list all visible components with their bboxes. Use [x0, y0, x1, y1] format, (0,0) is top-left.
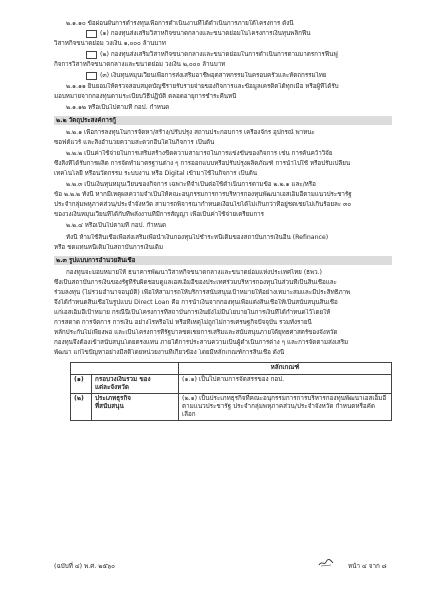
- text-line: (๓) เงินทุนหมุนเวียนเพื่อการส่งเสริมอาชีพอุตสาหกรรมในครอบครัวและหัตถกรรมไทย: [100, 72, 327, 79]
- text-line: หรือ ชดแทนหนี้เดิมในสถาบันการเงินเดิม: [54, 244, 164, 251]
- criteria-table: [70, 362, 392, 421]
- table-header: หลักเกณฑ์: [179, 363, 392, 375]
- text-line: ทั้งนี้ ห้ามใช้สินเชื่อเพื่อส่งเสริมเพื่อนำเงินกองทุนไปชำระหนี้เดิมของสถาบันการเงินอื่น (Refinance): [66, 234, 329, 241]
- text-line: ซึ่งเป็นสถาบันการเงินของรัฐที่รับผิดชอบดูแลเอสเอ็มอีของประเทศร่วมบริหารกองทุนในส่วนที่เป็นสินเชื่อและ: [54, 279, 337, 286]
- text-line: ๒.๑.๑๒ หรือเป็นไปตามที่ กอป. กำหนด: [66, 104, 170, 111]
- row-label-line: แต่ละจังหวัด: [95, 384, 129, 391]
- row-label-line: ประเภทธุรกิจ: [95, 395, 131, 402]
- text-line: (๒) กองทุนส่งเสริมวิสาหกิจขนาดกลางและขนาดย่อมในการดำเนินการตามมาตรการฟื้นฟู: [100, 51, 338, 58]
- text-line: ข้อ ๒.๒.๒ ทั้งนี้ หากมีเหตุผลความจำเป็นให้คณะอนุกรรมการการบริหารกองทุนพัฒนาเอสเอ็มอีตามแนวประชารัฐ: [54, 191, 352, 198]
- row-number: (๑): [71, 375, 92, 394]
- text-line: มอบหมายจากกองทุนตามระเบียบวิธีปฏิบัติ ตลอดอายุการชำระคืนหนี้: [54, 93, 237, 100]
- checkbox-icon: [86, 30, 97, 38]
- text-line: วิสาหกิจขนาดย่อม วงเงิน ๑,๐๐๐ ล้านบาท: [54, 40, 166, 47]
- row-text: [179, 394, 392, 421]
- text-line: ซอฟต์แวร์ และสิ่งอำนวยความสะดวกอื่นใดในกิจการ เป็นต้น: [54, 139, 215, 146]
- text-line: ซึ่งสิ่งที่ได้รับการผลิต การจัดทำมาตรฐานต่าง ๆ การออกแบบหรือปรับปรุงผลิตภัณฑ์ การนำไปใช้ หรือปรับเปลี่ยน: [54, 160, 351, 167]
- table-row: [71, 375, 392, 394]
- section-heading: ๒.๒ วัตถุประสงค์การกู้: [56, 117, 116, 124]
- text-line: หลักประกันไม่เพียงพอ และเป็นโครงการที่รัฐบาลชดเชยการเสริมและสนับสนุนภายใต้ยุทธศาสตร์ของจังหวัด: [54, 329, 338, 336]
- row-number: (๒): [71, 394, 92, 421]
- text-line: กองทุนจึงต้องเข้าสนับสนุนโดยตรงแทน ภายใต้การประสานความเป็นผู้ดำเนินการต่าง ๆ และการจัดตามส่งเสริม: [54, 339, 349, 346]
- text-line: ๒.๑.๑๐ ข้อผ่อนผันการดำรงทุนเพื่อการดำเนินงานที่ได้ดำเนินการภายใต้โครงการ ดังนี้: [66, 20, 294, 27]
- signature-icon: [318, 556, 334, 568]
- section-heading: ๒.๓ รูปแบบการอำนวยสินเชื่อ: [56, 257, 136, 264]
- text-line: ๒.๑.๑๑ ยินยอมให้ตรวจสอบสมุดบัญชีรายรับรายจ่ายของกิจการและข้อมูลเครดิตได้ทุกเมื่อ หรือผู้ที่ได้รับ: [66, 83, 339, 90]
- text-line: จึงได้กำหนดสินเชื่อในรูปแบบ Direct Loan คือ การนำเงินจากกองทุนเพื่อแต่งสินเชื่อให้เป็นสนับสนุนสินเชื่อ: [54, 299, 338, 306]
- text-line: แก่เอสเอ็มอีเป้าหมาย กรณีนี้เป็นโครงการที่สถาบันการเงินยังไม่มีนโยบายในการเงินที่ได้กำหนดไว้โดยให้: [54, 309, 331, 316]
- text-line: ร่วมลงทุน (ไม่รวมอำนาจอนุมัติ) เพื่อให้สามารถให้บริการสนับสนุนเป้าหมายให้อย่างเหมาะสมและมีประสิทธิภาพ: [54, 289, 351, 296]
- row-text-line: ตามแนวประชารัฐ ประจำกลุ่มพหุภาคส่วน/ประจำจังหวัด กำหนดหรือคัดเลือก: [182, 403, 375, 418]
- text-line: ๒.๒.๓ เป็นเงินทุนหมุนเวียนของกิจการ เฉพาะที่จำเป็นต่อใช้ดำเนินการตามข้อ ๒.๒.๑ และ/หรือ: [66, 181, 316, 188]
- row-label-line: กรอบวงเงินรวม ของ: [95, 376, 151, 383]
- text-line: พัฒนา แก่ไขปัญหาอย่างมีสติโดยหน่วยงานที่เกี่ยวข้อง โดยมีหลักเกณฑ์การสินเชื่อ ดังนี้: [54, 349, 285, 356]
- text-line: กิจการวิสาหกิจขนาดกลางและขนาดย่อม วงเงิน ๒,๐๐๐ ล้านบาท: [54, 61, 226, 68]
- text-line: (๑) กองทุนส่งเสริมวิสาหกิจขนาดกลางและขนาดย่อมในโครงการเงินทุนพลิกฟื้น: [100, 30, 311, 37]
- table-row: [71, 394, 392, 421]
- row-label: [92, 375, 179, 394]
- row-text-line: (๒.๑) เป็นประเภทธุรกิจที่คณะอนุกรรมการการบริหารกองทุนพัฒนาเอสเอ็มอี: [182, 395, 387, 402]
- text-line: เทคโนโลยี หรือนวัตกรรม ระบบงาน หรือ Digital เข้ามาใช้ในกิจการ เป็นต้น: [54, 170, 258, 177]
- row-text-line: (๑.๑) เป็นไปตามการจัดสรรของ กอป.: [182, 376, 285, 383]
- text-line: ๒.๒.๔ หรือเป็นไปตามที่ กอป. กำหนด: [66, 222, 167, 229]
- row-text: [179, 375, 392, 394]
- footer-left: (ฉบับที่ ๔) พ.ศ. ๒๕๖๐: [54, 563, 116, 570]
- text-line: ประจำกลุ่มพหุภาคส่วน/ประจำจังหวัด สามารถพิจารณากำหนดเงื่อนไขได้ไม่เกินกว่าที่อยู่ชดเชยไม่เกินร้อยละ ๓๐: [54, 201, 352, 208]
- table-header-row: [71, 363, 392, 375]
- row-label-line: ที่สนับสนุน: [95, 403, 124, 410]
- text-line: การสดาด การจัดการ การเงิน อย่างไรหรือไม่ หรือที่เหตุไม่ถูกไม่การเศรษฐกิจปัจจุบัน รวมทั้งรายนี้: [54, 319, 312, 326]
- checkbox-icon: [86, 72, 97, 80]
- footer-right: หน้า ๔ จาก ๘: [348, 563, 387, 570]
- row-label: [92, 394, 179, 421]
- text-line: กองทุนจะมอบหมายให้ ธนาคารพัฒนาวิสาหกิจขนาดกลางและขนาดย่อมแห่งประเทศไทย (ธพว.): [66, 269, 322, 276]
- checkbox-icon: [86, 51, 97, 59]
- text-line: ของวงเงินหมุนเวียนที่ได้กับทีพลังงานที่มีการสัญญา เพื่อเป็นค่าใช้จ่ายเตรียมการ: [54, 211, 264, 218]
- text-line: ๒.๒.๒ เป็นค่าใช้จ่ายในการเสริมสร้างขีดความสามารถในการแข่งขันของกิจการ เช่น การค้นคว้าวิจัย: [66, 150, 333, 157]
- text-line: ๒.๒.๑ เพื่อการลงทุนในการจัดหา/สร้าง/ปรับปรุง สถานประกอบการ เครื่องจักร อุปกรณ์ พาหนะ: [66, 129, 315, 136]
